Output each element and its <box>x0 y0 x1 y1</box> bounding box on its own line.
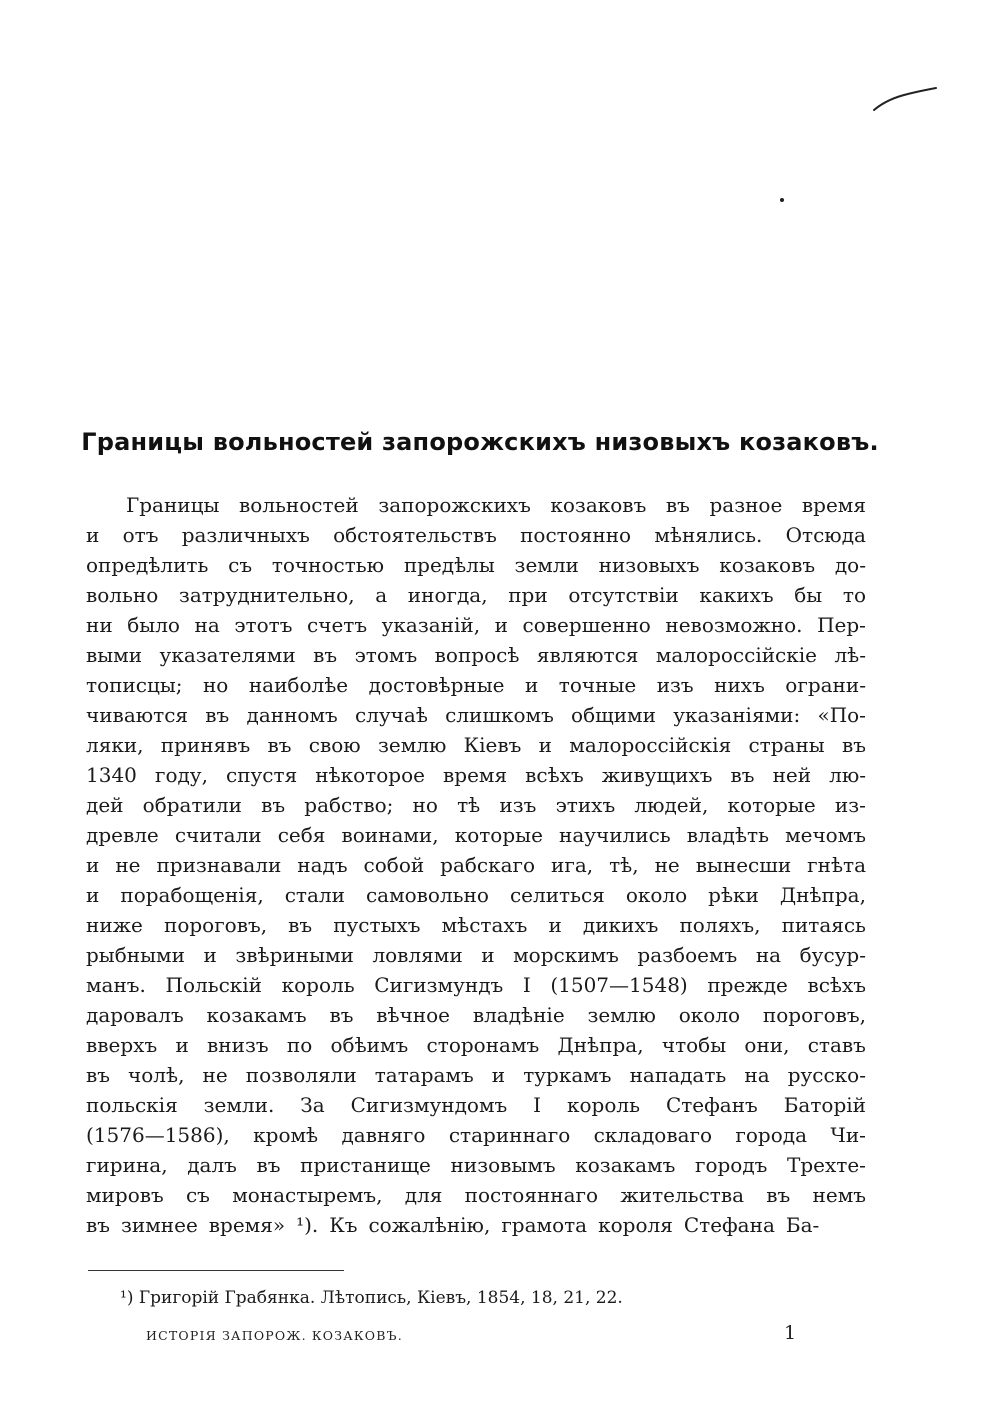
ink-dot-mark <box>780 198 784 202</box>
text-line: въ чолѣ, не позволяли татарамъ и туркамъ нападать на русско- <box>86 1063 866 1087</box>
text-line: древле считали себя воинами, которые научились владѣть мечомъ <box>86 823 866 847</box>
text-line: (1576—1586), кромѣ давняго стариннаго складоваго города Чи- <box>86 1123 866 1147</box>
body-paragraph <box>86 490 866 1240</box>
footnote-marker: ¹) <box>120 1288 134 1308</box>
text-line: вверхъ и внизъ по обѣимъ сторонамъ Днѣпра, чтобы они, ставъ <box>86 1033 866 1057</box>
text-line: гирина, далъ въ пристанище низовымъ козакамъ городъ Трехте- <box>86 1153 866 1177</box>
text-line: тописцы; но наиболѣе достовѣрные и точные изъ нихъ ограни- <box>86 673 866 697</box>
text-line: вольно затруднительно, а иногда, при отсутствіи какихъ бы то <box>86 583 866 607</box>
text-line: выми указателями въ этомъ вопросѣ являются малороссійскіе лѣ- <box>86 643 866 667</box>
text-line: даровалъ козакамъ въ вѣчное владѣніе землю около пороговъ, <box>86 1003 866 1027</box>
text-line: чиваются въ данномъ случаѣ слишкомъ общими указаніями: «По- <box>86 703 866 727</box>
text-line: и отъ различныхъ обстоятельствъ постоянно мѣнялись. Отсюда <box>86 523 866 547</box>
text-line: польскія земли. За Сигизмундомъ I король Стефанъ Баторій <box>86 1093 866 1117</box>
text-line: и не признавали надъ собой рабскаго ига, тѣ, не вынесши гнѣта <box>86 853 866 877</box>
text-line: рыбными и звѣриными ловлями и морскимъ разбоемъ на бусур- <box>86 943 866 967</box>
text-line: въ зимнее время» ¹). Къ сожалѣнію, грамота короля Стефана Ба- <box>86 1213 820 1237</box>
footnote-rule <box>88 1270 344 1271</box>
text-line: манъ. Польскій король Сигизмундъ I (1507—1548) прежде всѣхъ <box>86 973 866 997</box>
text-line: Границы вольностей запорожскихъ козаковъ въ разное время <box>126 493 866 517</box>
text-line: и порабощенія, стали самовольно селиться около рѣки Днѣпра, <box>86 883 866 907</box>
text-line: дей обратили въ рабство; но тѣ изъ этихъ людей, которые из- <box>86 793 866 817</box>
page-number: 1 <box>784 1322 797 1344</box>
chapter-heading: Границы вольностей запорожскихъ низовыхъ козаковъ. <box>81 428 879 456</box>
text-line: ниже пороговъ, въ пустыхъ мѣстахъ и дикихъ поляхъ, питаясь <box>86 913 866 937</box>
text-line: ляки, принявъ въ свою землю Кіевъ и малороссійскія страны въ <box>86 733 866 757</box>
running-title: ИСТОРІЯ ЗАПОРОЖ. КОЗАКОВЪ. <box>146 1328 403 1343</box>
text-line: опредѣлить съ точностью предѣлы земли низовыхъ козаковъ до- <box>86 553 866 577</box>
footnote-text: Григорій Грабянка. Лѣтопись, Кіевъ, 1854, 18, 21, 22. <box>138 1288 623 1308</box>
pen-stroke-mark <box>870 80 940 120</box>
footnote <box>120 1288 623 1308</box>
text-line: 1340 году, спустя нѣкоторое время всѣхъ живущихъ въ ней лю- <box>86 763 866 787</box>
text-line: мировъ съ монастыремъ, для постояннаго жительства въ немъ <box>86 1183 866 1207</box>
text-line: ни было на этотъ счетъ указаній, и совершенно невозможно. Пер- <box>86 613 866 637</box>
